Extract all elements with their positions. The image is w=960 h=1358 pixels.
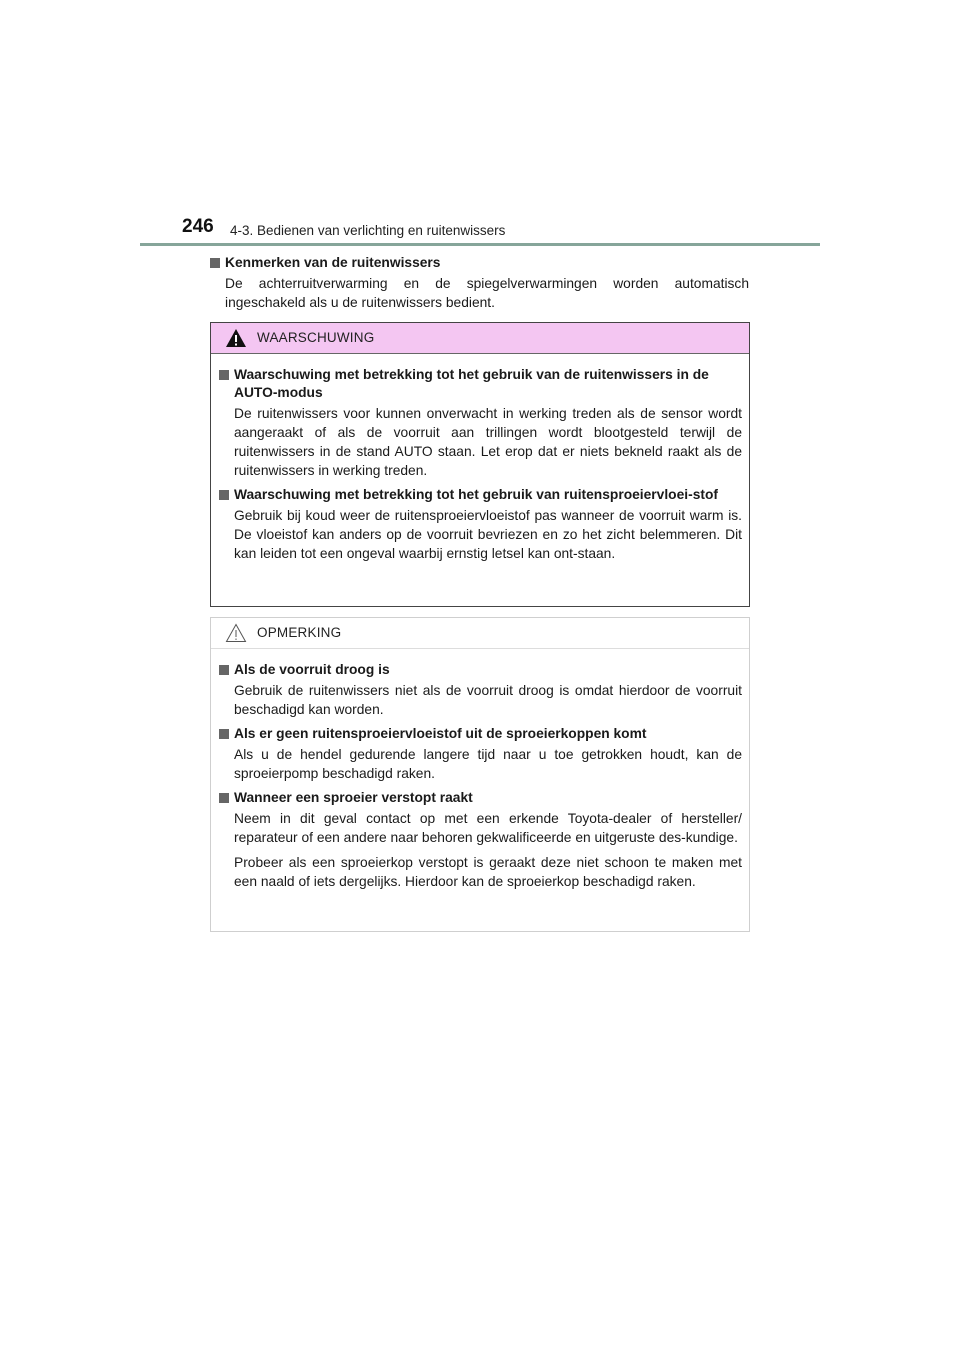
notice-box-content	[211, 649, 749, 891]
notice-item-text: Als u de hendel gedurende langere tijd naar u toe getrokken houdt, kan de sproeierpomp beschadigd raken.	[234, 747, 742, 781]
notice-item-heading	[218, 789, 742, 807]
notice-item	[218, 789, 742, 891]
intro-text: De achterruitverwarming en de spiegelverwarmingen worden automatisch ingeschakeld als u de ruitenwissers bedient.	[225, 276, 749, 310]
warning-item	[218, 486, 742, 563]
notice-box-title: OPMERKING	[257, 625, 342, 640]
header-divider	[140, 243, 820, 246]
warning-box-header	[211, 323, 749, 354]
intro-heading-text: Kenmerken van de ruitenwissers	[225, 255, 441, 270]
notice-item-text-extra: Probeer als een sproeierkop verstopt is geraakt deze niet schoon te maken met een naald of iets dergelijks. Hierdoor kan de sproeierkop beschadigd raken.	[234, 855, 742, 889]
warning-item-heading	[218, 486, 742, 504]
square-bullet-icon	[210, 258, 220, 268]
warning-triangle-filled-icon	[225, 328, 247, 348]
notice-item-heading	[218, 661, 742, 679]
notice-box	[210, 617, 750, 932]
notice-item	[218, 661, 742, 719]
warning-item-text: De ruitenwissers voor kunnen onverwacht in werking treden als de sensor wordt aangeraakt of als de voorruit aan trillingen wordt blootgesteld terwijl de ruitenwissers in de stand AUTO staan. Let erop dat er niets bekneld raakt als de ruitenwissers in werking treden.	[234, 406, 742, 478]
warning-triangle-outline-icon	[225, 623, 247, 643]
square-bullet-icon	[219, 729, 229, 739]
square-bullet-icon	[219, 370, 229, 380]
notice-item-title: Als er geen ruitensproeiervloeistof uit de sproeierkoppen komt	[234, 726, 647, 741]
square-bullet-icon	[219, 793, 229, 803]
notice-item-title: Wanneer een sproeier verstopt raakt	[234, 790, 473, 805]
warning-item-heading	[218, 366, 742, 402]
warning-box-title: WAARSCHUWING	[257, 330, 375, 345]
warning-item	[218, 366, 742, 480]
square-bullet-icon	[219, 490, 229, 500]
warning-box	[210, 322, 750, 607]
warning-item-title: Waarschuwing met betrekking tot het gebruik van de ruitenwissers in de AUTO-modus	[234, 367, 709, 400]
notice-box-header	[211, 618, 749, 649]
notice-item-text: Gebruik de ruitenwissers niet als de voorruit droog is omdat hierdoor de voorruit beschadigd kan worden.	[234, 683, 742, 717]
page-number: 246	[182, 216, 214, 237]
square-bullet-icon	[219, 665, 229, 675]
intro-heading	[209, 254, 749, 272]
warning-item-text: Gebruik bij koud weer de ruitensproeiervloeistof pas wanneer de voorruit warm is. De vloeistof kan anders op de voorruit bevriezen en zo het zicht belemmeren. Dit kan leiden tot een ongeval waarbij ernstig letsel kan ont-staan.	[234, 508, 742, 561]
notice-item-text: Neem in dit geval contact op met een erkende Toyota-dealer of hersteller/ reparateur of een andere naar behoren gekwalificeerde en uitgeruste des-kundige.	[234, 811, 742, 845]
notice-item-heading	[218, 725, 742, 743]
notice-item	[218, 725, 742, 783]
warning-box-content	[211, 354, 749, 563]
chapter-title: 4-3. Bedienen van verlichting en ruitenwissers	[230, 223, 506, 238]
intro-section	[209, 254, 749, 312]
notice-item-title: Als de voorruit droog is	[234, 662, 390, 677]
warning-item-title: Waarschuwing met betrekking tot het gebruik van ruitensproeiervloei-stof	[234, 487, 719, 502]
